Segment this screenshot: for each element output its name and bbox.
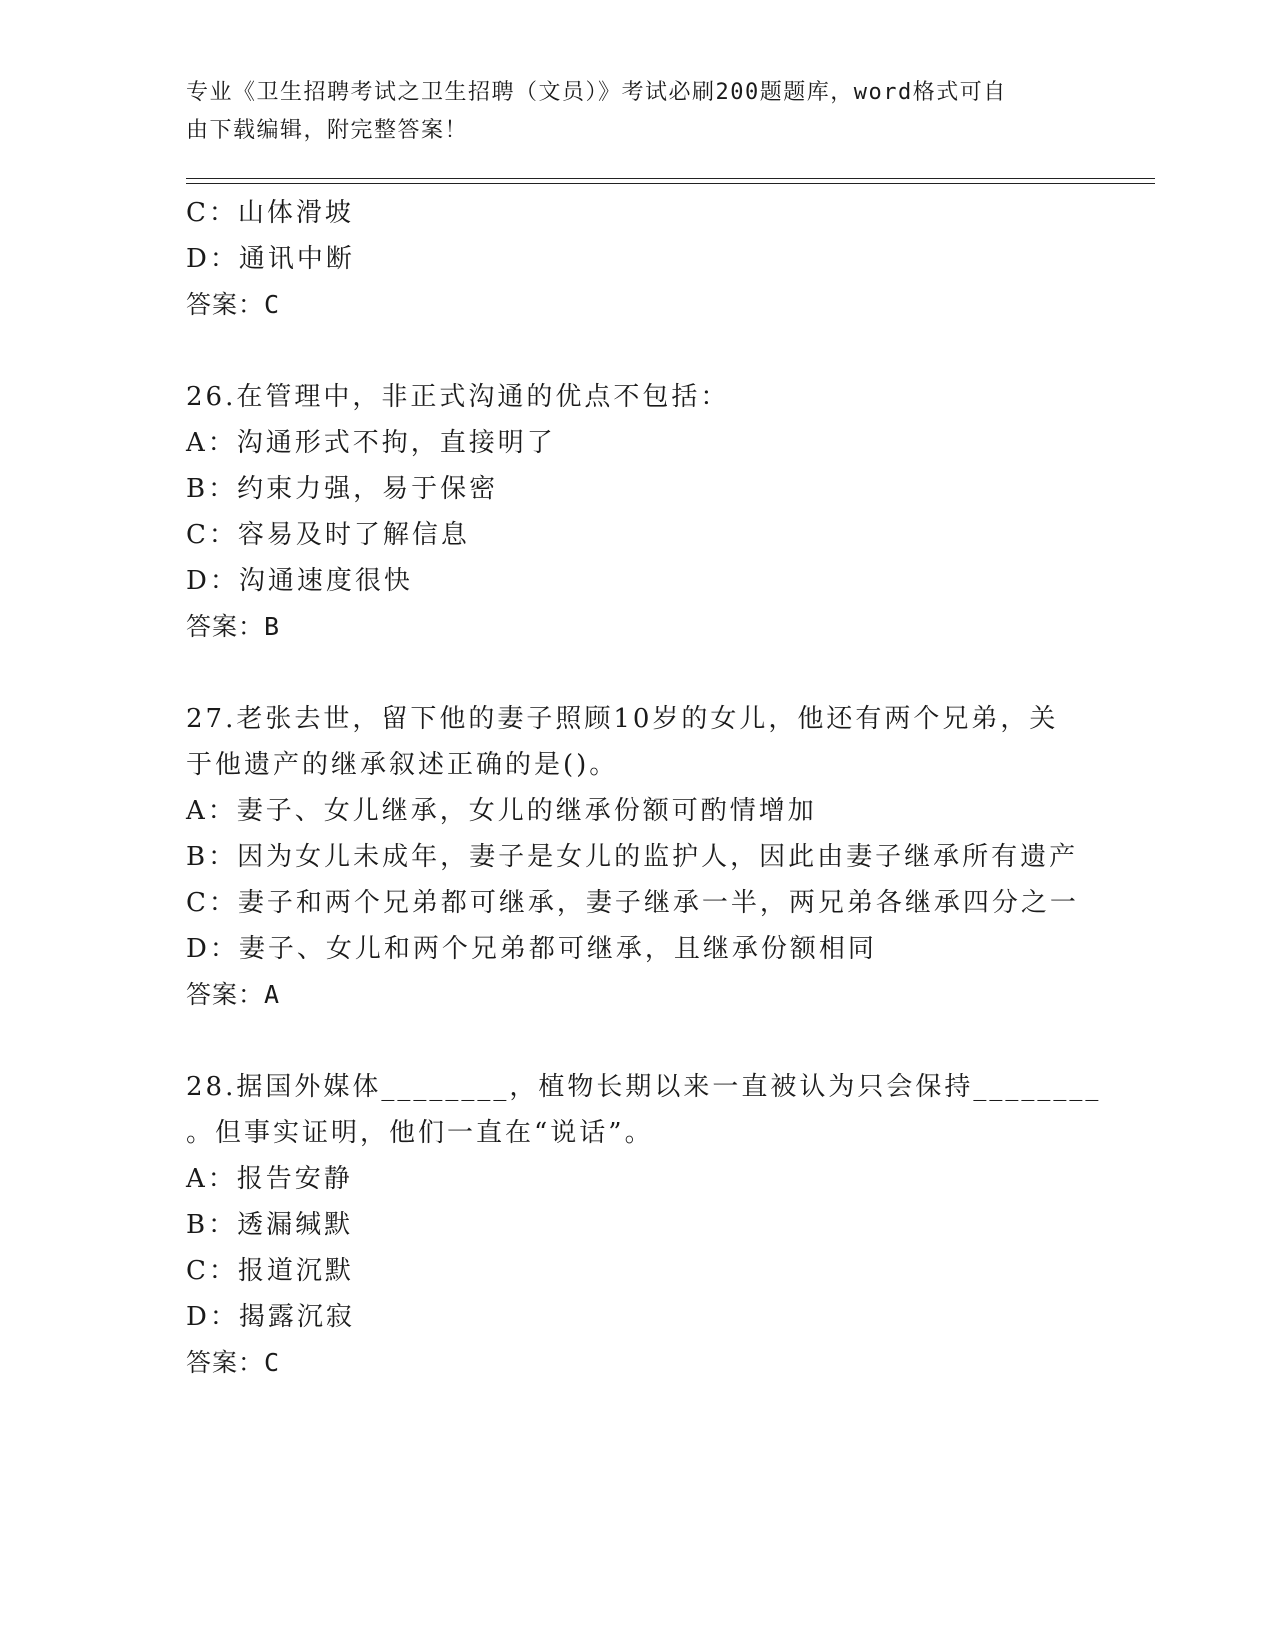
spacer xyxy=(186,328,1086,374)
option-a: A：妻子、女儿继承，女儿的继承份额可酌情增加 xyxy=(186,796,817,826)
spacer xyxy=(186,1018,1086,1064)
header-title-line-2: 由下载编辑，附完整答案！ xyxy=(186,118,469,143)
question-text-continued: 。但事实证明，他们一直在“说话”。 xyxy=(186,1118,654,1148)
document-header xyxy=(186,74,1086,150)
question-28 xyxy=(186,1064,1102,1386)
option-c: C：妻子和两个兄弟都可继承，妻子继承一半，两兄弟各继承四分之一 xyxy=(186,888,1079,918)
option-d: D：妻子、女儿和两个兄弟都可继承，且继承份额相同 xyxy=(186,934,877,964)
header-divider-bottom xyxy=(186,183,1155,184)
option-d: D：沟通速度很快 xyxy=(186,566,413,596)
option-d: D：通讯中断 xyxy=(186,244,355,274)
question-text: 26.在管理中，非正式沟通的优点不包括： xyxy=(186,382,730,412)
question-text-continued: 于他遗产的继承叙述正确的是()。 xyxy=(186,750,619,780)
answer-line: 答案：C xyxy=(186,1348,281,1377)
option-c: C：报道沉默 xyxy=(186,1256,354,1286)
question-list xyxy=(186,190,1102,1386)
question-25-tail xyxy=(186,190,1086,328)
question-text: 27.老张去世，留下他的妻子照顾10岁的女儿，他还有两个兄弟，关 xyxy=(186,704,1059,734)
option-c: C：山体滑坡 xyxy=(186,198,354,228)
spacer xyxy=(186,650,1086,696)
answer-line: 答案：A xyxy=(186,980,281,1009)
option-c: C：容易及时了解信息 xyxy=(186,520,470,550)
question-27 xyxy=(186,696,1086,1018)
answer-line: 答案：B xyxy=(186,612,281,641)
answer-line: 答案：C xyxy=(186,290,281,319)
option-d: D：揭露沉寂 xyxy=(186,1302,355,1332)
header-title-line-1: 专业《卫生招聘考试之卫生招聘（文员）》考试必刷200题题库，word格式可自 xyxy=(186,80,1007,105)
option-a: A：沟通形式不拘，直接明了 xyxy=(186,428,556,458)
option-b: B：透漏缄默 xyxy=(186,1210,354,1240)
option-b: B：约束力强，易于保密 xyxy=(186,474,499,504)
question-text: 28.据国外媒体________，植物长期以来一直被认为只会保持________ xyxy=(186,1072,1102,1102)
question-26 xyxy=(186,374,1086,650)
header-divider-top xyxy=(186,178,1155,179)
option-b: B：因为女儿未成年，妻子是女儿的监护人，因此由妻子继承所有遗产 xyxy=(186,842,1079,872)
option-a: A：报告安静 xyxy=(186,1164,353,1194)
